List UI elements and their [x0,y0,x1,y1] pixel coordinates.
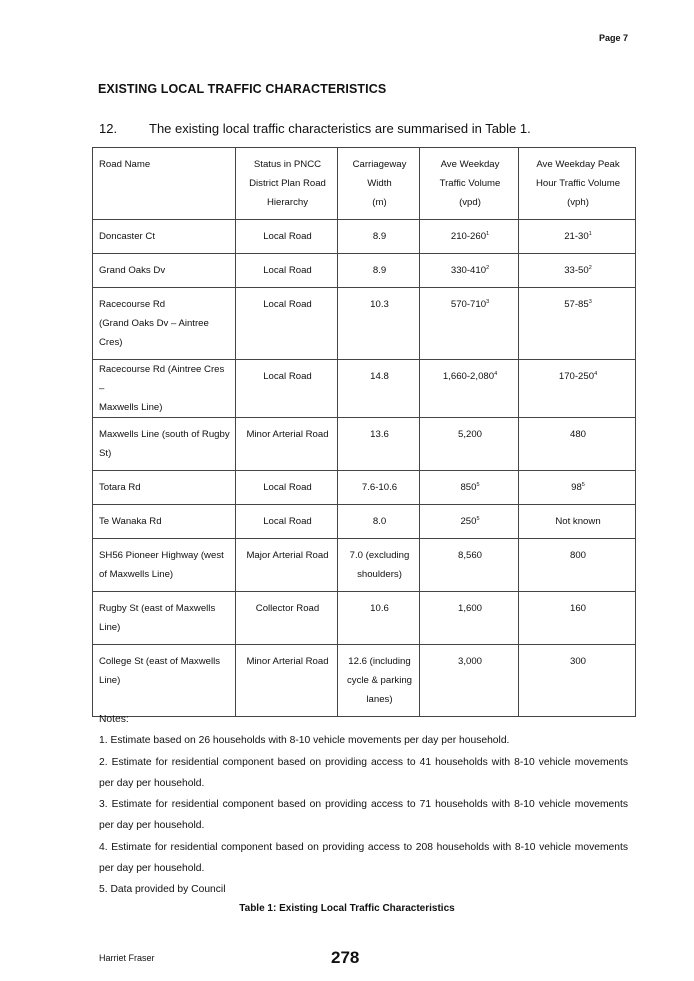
cell-peak: $21-30^1$ [519,220,636,254]
note-item: 3. Estimate for residential component based on providing access to 71 households with 8-10 vehicle movements per day per household. [99,799,628,832]
cell-width: 10.3 [338,288,420,360]
paragraph-text: The existing local traffic characteristics are summarised in Table 1. [149,121,531,136]
cell-volume: 5,200 [420,418,519,471]
cell-volume: $570-710^3$ [420,288,519,360]
cell-status: Local Road [236,360,338,418]
table-row [93,220,636,254]
cell-volume: 1,600 [420,592,519,645]
page-stamp: 278 [331,948,360,967]
note-item: 1. Estimate based on 26 households with 8-10 vehicle movements per day per household. [99,735,510,747]
header-status: Status in PNCC District Plan Road Hierarchy [236,148,338,220]
cell-road-name: Te Wanaka Rd [93,505,236,539]
cell-road-name: SH56 Pioneer Highway (west of Maxwells Line) [93,539,236,592]
cell-road-name: Racecourse Rd (Grand Oaks Dv – Aintree Cres) [93,288,236,360]
cell-peak: 160 [519,592,636,645]
section-heading: EXISTING LOCAL TRAFFIC CHARACTERISTICS [98,82,387,96]
table-header-row [93,148,636,220]
cell-status: Local Road [236,254,338,288]
table-row [93,288,636,360]
cell-width: 12.6 (including cycle & parking lanes) [338,645,420,717]
cell-peak: 480 [519,418,636,471]
traffic-table [92,147,636,717]
cell-road-name: Racecourse Rd (Aintree Cres – Maxwells Line) [93,360,236,418]
header-peak: Ave Weekday Peak Hour Traffic Volume (vph) [519,148,636,220]
table-caption: Table 1: Existing Local Traffic Characteristics [239,903,455,914]
cell-volume: $850^5$ [420,471,519,505]
cell-status: Minor Arterial Road [236,418,338,471]
cell-volume: $250^5$ [420,505,519,539]
cell-status: Local Road [236,288,338,360]
note-item: 4. Estimate for residential component based on providing access to 208 households with 8-10 vehicle movements per day per household. [99,841,628,875]
cell-peak: Not known [519,505,636,539]
cell-width: 8.0 [338,505,420,539]
table-row [93,505,636,539]
cell-road-name: Doncaster Ct [93,220,236,254]
notes [99,709,628,901]
cell-peak: $57-85^3$ [519,288,636,360]
cell-width: 7.6-10.6 [338,471,420,505]
cell-status: Local Road [236,220,338,254]
note-item: 2. Estimate for residential component based on providing access to 41 households with 8-10 vehicle movements per day per household. [99,756,628,789]
cell-width: 7.0 (excluding shoulders) [338,539,420,592]
cell-status: Local Road [236,505,338,539]
cell-volume: 8,560 [420,539,519,592]
header-volume: Ave Weekday Traffic Volume (vpd) [420,148,519,220]
cell-width: 8.9 [338,220,420,254]
table-row [93,418,636,471]
cell-peak: $170-250^4$ [519,360,636,418]
cell-peak: $98^5$ [519,471,636,505]
cell-width: 8.9 [338,254,420,288]
cell-peak: 300 [519,645,636,717]
cell-status: Collector Road [236,592,338,645]
cell-volume: $210-260^1$ [420,220,519,254]
table-row [93,360,636,418]
cell-status: Local Road [236,471,338,505]
cell-status: Major Arterial Road [236,539,338,592]
page-number: Page 7 [598,33,628,43]
cell-width: 14.8 [338,360,420,418]
note-item: 5. Data provided by Council [99,884,226,896]
header-road-name: Road Name [93,148,236,220]
cell-road-name: Maxwells Line (south of Rugby St) [93,418,236,471]
paragraph-number: 12. [99,121,118,136]
cell-road-name: Rugby St (east of Maxwells Line) [93,592,236,645]
cell-volume: 1,660-2,080$^4$ [420,360,519,418]
notes-title: Notes: [99,714,129,725]
table-row [93,471,636,505]
cell-road-name: College St (east of Maxwells Line) [93,645,236,717]
cell-peak: 800 [519,539,636,592]
cell-width: 10.6 [338,592,420,645]
cell-road-name: Totara Rd [93,471,236,505]
cell-volume: 3,000 [420,645,519,717]
cell-status: Minor Arterial Road [236,645,338,717]
footer-author: Harriet Fraser [99,953,155,963]
table-row [93,592,636,645]
header-width: Carriageway Width (m) [338,148,420,220]
table-row [93,645,636,717]
cell-volume: $330-410^2$ [420,254,519,288]
cell-peak: $33-50^2$ [519,254,636,288]
paragraph-12 [99,121,531,136]
cell-width: 13.6 [338,418,420,471]
table-row [93,254,636,288]
cell-road-name: Grand Oaks Dv [93,254,236,288]
table-row [93,539,636,592]
